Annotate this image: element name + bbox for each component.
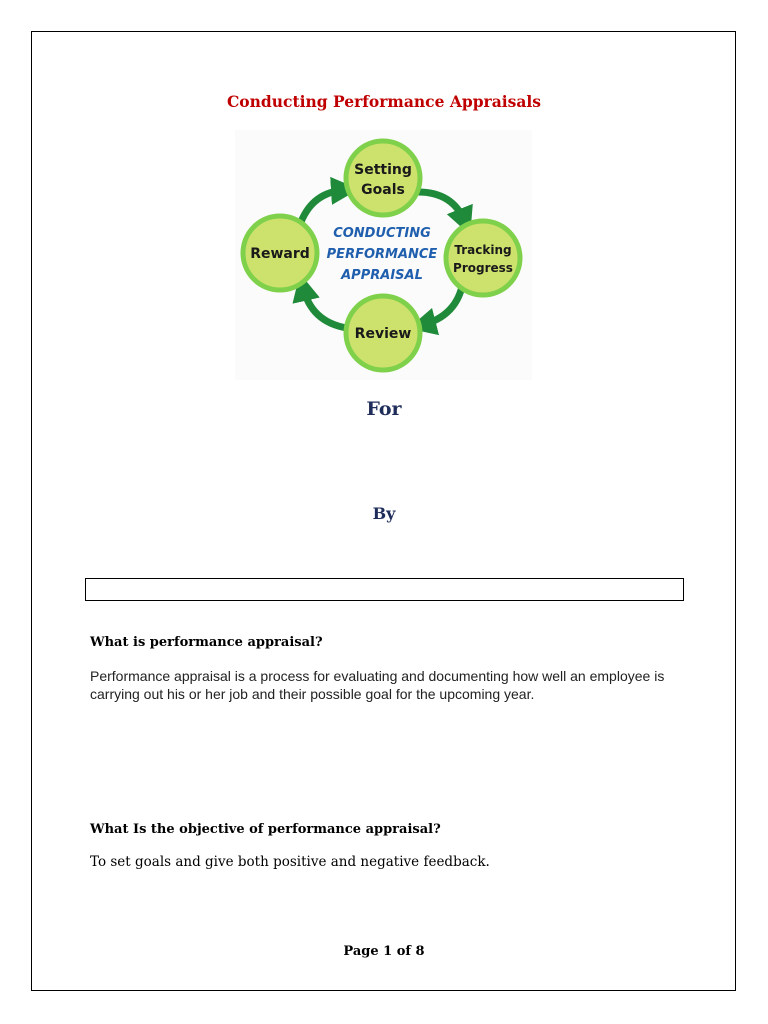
center-caption-line: PERFORMANCE — [326, 247, 438, 262]
center-caption-line: CONDUCTING — [333, 226, 431, 241]
stage-tracking-progress — [446, 221, 520, 295]
stage-label: Goals — [361, 182, 405, 198]
document-title: Conducting Performance Appraisals — [226, 92, 542, 111]
section-heading-objective: What Is the objective of performance appraisal? — [90, 822, 441, 837]
stage-setting-goals — [346, 141, 420, 215]
page-number: Page 1 of 8 — [343, 944, 425, 959]
stage-label: Progress — [453, 261, 513, 275]
stage-label: Reward — [250, 246, 310, 262]
for-label: For — [366, 398, 402, 420]
stage-label: Setting — [354, 162, 412, 178]
stage-label: Tracking — [454, 243, 512, 257]
center-caption-line: APPRAISAL — [341, 268, 423, 283]
section-answer-objective: To set goals and give both positive and negative feedback. — [90, 854, 490, 870]
performance-appraisal-cycle-graphic — [235, 130, 532, 380]
by-label: By — [372, 504, 396, 523]
stage-review — [346, 296, 420, 370]
section-heading-what-is: What is performance appraisal? — [90, 635, 323, 650]
section-answer-what-is: Performance appraisal is a process for evaluating and documenting how well an employee is carrying out his or her job and their possible goal for the upcoming year. — [90, 668, 665, 702]
cycle-center-caption — [327, 226, 438, 283]
stage-reward — [243, 216, 317, 290]
stage-label: Review — [354, 326, 412, 342]
author-name-box — [85, 578, 684, 601]
